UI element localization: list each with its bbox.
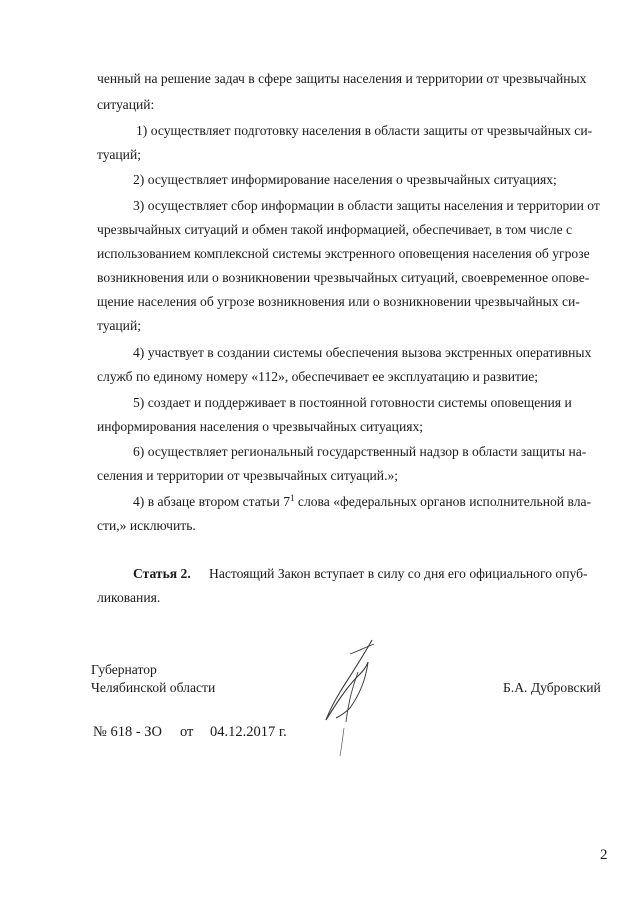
paragraph-line: 2) осуществляет информирование населения о чрезвычайных ситуациях;	[133, 172, 557, 187]
paragraph-line: ситуаций:	[97, 97, 155, 112]
article-text: Настоящий Закон вступает в силу со дня его официального опуб-	[209, 566, 588, 581]
paragraph-text: слова «федеральных органов исполнительной вла-	[294, 494, 592, 509]
signatory-name: Б.А. Дубровский	[503, 680, 601, 695]
paragraph-line: селения и территории от чрезвычайных ситуаций.»;	[97, 468, 399, 483]
paragraph-line: служб по единому номеру «112», обеспечивает ее эксплуатацию и развитие;	[97, 369, 539, 384]
paragraph-line: 1) осуществляет подготовку населения в области защиты от чрезвычайных си-	[136, 123, 593, 138]
law-date: 04.12.2017 г.	[210, 724, 287, 740]
date-prefix: от	[180, 724, 194, 740]
signatory-title: Губернатор	[91, 662, 157, 677]
paragraph-line: возникновения или о возникновении чрезвычайных ситуаций, своевременное опове-	[97, 270, 590, 285]
paragraph-line: использованием комплексной системы экстренного оповещения населения об угрозе	[97, 246, 590, 261]
paragraph-line: информирования населения о чрезвычайных ситуациях;	[97, 419, 424, 434]
paragraph-line: туаций;	[97, 147, 142, 162]
page-number: 2	[600, 847, 608, 863]
paragraph-line: 4) участвует в создании системы обеспечения вызова экстренных оперативных	[133, 345, 592, 360]
paragraph-line: щение населения об угрозе возникновения или о возникновении чрезвычайных си-	[97, 294, 580, 309]
signatory-title: Челябинской области	[91, 680, 216, 695]
article-number: Статья 2.	[133, 566, 191, 581]
paragraph-line: туаций;	[97, 318, 142, 333]
paragraph-line: чрезвычайных ситуаций и обмен такой информацией, обеспечивает, в том числе с	[97, 222, 573, 237]
paragraph-line: ченный на решение задач в сфере защиты населения и территории от чрезвычайных	[97, 71, 587, 86]
paragraph-text: 4) в абзаце втором статьи 7	[133, 494, 291, 509]
paragraph-line: 5) создает и поддерживает в постоянной готовности системы оповещения и	[133, 395, 572, 410]
handwritten-signature	[310, 632, 390, 762]
paragraph-line: 6) осуществляет региональный государственный надзор в области защиты на-	[133, 444, 587, 459]
paragraph-line: сти,» исключить.	[97, 518, 196, 533]
law-number: № 618 - ЗО	[93, 724, 163, 740]
paragraph-line: 3) осуществляет сбор информации в области защиты населения и территории от	[133, 198, 600, 213]
superscript: 1	[290, 493, 295, 503]
paragraph-line	[133, 493, 591, 511]
article-text: ликования.	[97, 590, 161, 605]
